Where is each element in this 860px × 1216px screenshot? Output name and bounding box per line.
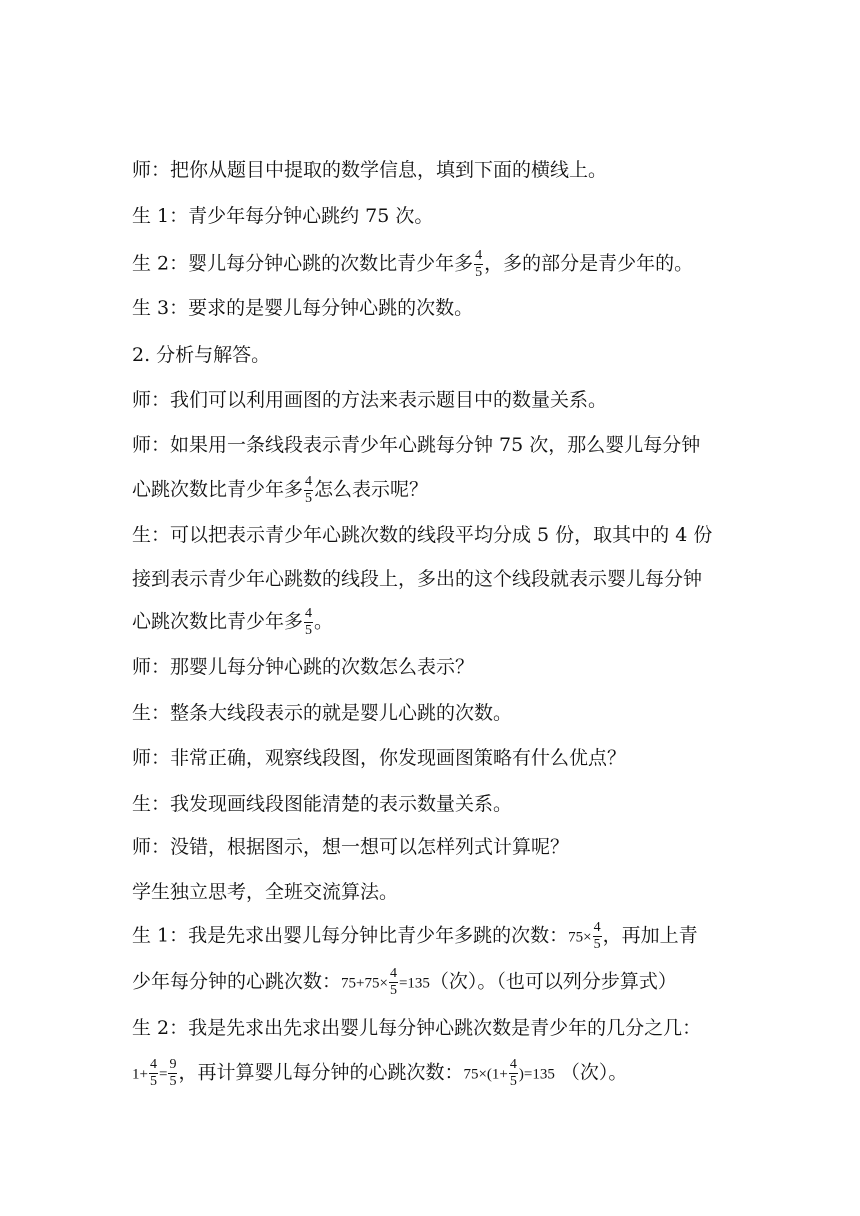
math-expression: =: [158, 1066, 168, 1083]
fraction-numerator: 4: [149, 1057, 157, 1072]
math-expression: 75×: [568, 929, 592, 946]
fraction-nine-fifths: [168, 1057, 177, 1090]
fraction-numerator: 4: [593, 920, 601, 935]
paragraph-student-1: 生 1：青少年每分钟心跳约 75 次。: [132, 205, 434, 227]
fraction-numerator: 4: [509, 1057, 517, 1072]
paragraph-teacher-4: 师：那婴儿每分钟心跳的次数怎么表示？: [132, 656, 475, 678]
paragraph-class-activity: 学生独立思考，全班交流算法。: [132, 881, 399, 903]
paragraph-student-3: 生 3：要求的是婴儿每分钟心跳的次数。: [132, 297, 474, 319]
text-segment: ，多的部分是青少年的。: [484, 252, 694, 275]
math-expression: =135: [398, 975, 430, 992]
math-expression: 75+75×: [341, 975, 388, 992]
text-segment: 心跳次数比青少年多: [132, 478, 304, 501]
paragraph-student-8: 生 2：我是先求出先求出婴儿每分钟心跳次数是青少年的几分之几：: [132, 1017, 702, 1039]
fraction-four-fifths: [509, 1057, 518, 1090]
paragraph-student-8-cont: [132, 1057, 627, 1090]
fraction-four-fifths: [389, 966, 398, 999]
text-segment: 少年每分钟的心跳次数：: [132, 970, 342, 993]
paragraph-student-5: 生：整条大线段表示的就是婴儿心跳的次数。: [132, 702, 513, 724]
paragraph-teacher-1: 师：把你从题目中提取的数学信息，填到下面的横线上。: [132, 159, 608, 181]
fraction-numerator: 4: [475, 248, 483, 263]
text-segment: （次）。: [554, 1061, 628, 1084]
fraction-denominator: 5: [305, 491, 313, 506]
text-segment: （次）。（也可以列分步算式）: [429, 970, 677, 993]
paragraph-teacher-2: 师：我们可以利用画图的方法来表示题目中的数量关系。: [132, 389, 608, 411]
fraction-denominator: 5: [509, 1074, 517, 1089]
math-expression: )=135: [518, 1066, 555, 1083]
paragraph-student-4-cont: 接到表示青少年心跳数的线段上，多出的这个线段就表示婴儿每分钟: [132, 568, 703, 590]
text-segment: 怎么表示呢？: [314, 478, 429, 501]
paragraph-teacher-5: 师：非常正确，观察线段图，你发现画图策略有什么优点？: [132, 747, 627, 769]
text-segment: ，再加上青: [602, 924, 698, 947]
text-segment: 。: [314, 610, 334, 633]
fraction-numerator: 4: [305, 606, 313, 621]
fraction-four-fifths: [149, 1057, 158, 1090]
fraction-numerator: 4: [389, 966, 397, 981]
text-segment: 心跳次数比青少年多: [132, 610, 304, 633]
math-expression: 75×(1+: [463, 1066, 508, 1083]
text-segment: 生 1：我是先求出婴儿每分钟比青少年多跳的次数：: [132, 924, 569, 947]
math-expression: 1+: [132, 1066, 148, 1083]
fraction-denominator: 5: [149, 1074, 157, 1089]
paragraph-student-2: [132, 248, 693, 281]
paragraph-student-6: 生：我发现画线段图能清楚的表示数量关系。: [132, 793, 513, 815]
section-heading: 2. 分析与解答。: [132, 344, 271, 366]
paragraph-student-7-cont: [132, 966, 677, 999]
fraction-denominator: 5: [389, 983, 397, 998]
fraction-numerator: 4: [305, 474, 313, 489]
paragraph-student-4-end: [132, 606, 333, 639]
fraction-denominator: 5: [593, 937, 601, 952]
paragraph-student-4: 生：可以把表示青少年心跳次数的线段平均分成 5 份，取其中的 4 份: [132, 524, 713, 546]
paragraph-teacher-6: 师：没错，根据图示，想一想可以怎样列式计算呢？: [132, 836, 570, 858]
fraction-four-fifths: [304, 606, 313, 639]
paragraph-teacher-3-cont: [132, 474, 428, 507]
fraction-denominator: 5: [305, 623, 313, 638]
text-segment: ，再计算婴儿每分钟的心跳次数：: [178, 1061, 464, 1084]
fraction-denominator: 5: [475, 265, 483, 280]
fraction-numerator: 9: [169, 1057, 177, 1072]
fraction-four-fifths: [474, 248, 483, 281]
paragraph-teacher-3: 师：如果用一条线段表示青少年心跳每分钟 75 次，那么婴儿每分钟: [132, 434, 701, 456]
fraction-four-fifths: [304, 474, 313, 507]
paragraph-student-7: [132, 920, 698, 953]
fraction-four-fifths: [593, 920, 602, 953]
fraction-denominator: 5: [169, 1074, 177, 1089]
text-segment: 生 2：婴儿每分钟心跳的次数比青少年多: [132, 252, 474, 275]
